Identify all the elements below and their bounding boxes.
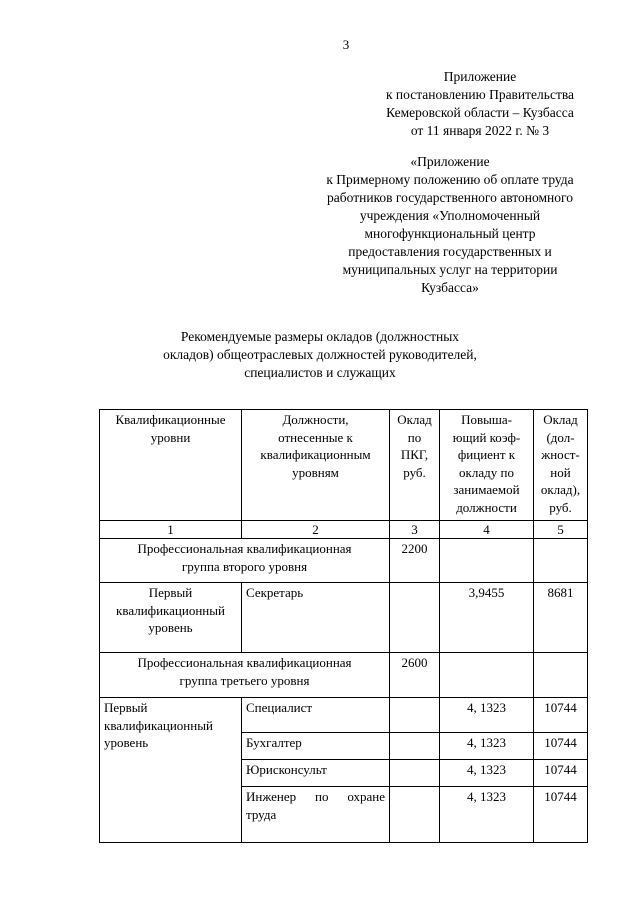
position-name: Специалист	[242, 698, 390, 733]
qualification-level: Первый квалификационный уровень	[100, 698, 242, 843]
empty-cell	[390, 760, 440, 787]
empty-cell	[440, 653, 534, 698]
empty-cell	[390, 698, 440, 733]
empty-cell	[390, 583, 440, 653]
column-number: 4	[440, 521, 534, 539]
appendix-inner-block	[300, 153, 600, 297]
table-row	[100, 698, 588, 733]
appendix-inner-line: работников государственного автономного	[327, 190, 573, 205]
position-name: Секретарь	[242, 583, 390, 653]
appendix-inner-line: «Приложение	[410, 154, 490, 169]
table-header-row	[100, 410, 588, 521]
group3-header-row	[100, 653, 588, 698]
appendix-inner-line: муниципальных услуг на территории	[342, 262, 558, 277]
empty-cell	[534, 539, 588, 583]
title-line: Рекомендуемые размеры окладов (должностных	[180, 329, 460, 344]
appendix-inner-line: к Примерному положению об оплате труда	[326, 172, 574, 187]
position-name: Бухгалтер	[242, 733, 390, 760]
appendix-inner-line: учреждения «Уполномоченный	[359, 208, 541, 223]
salary-table	[99, 409, 588, 843]
salary-value: 10744	[534, 733, 588, 760]
coefficient-value: 4, 1323	[440, 698, 534, 733]
appendix-line: к постановлению Правительства	[385, 87, 575, 102]
salary-value: 10744	[534, 698, 588, 733]
position-name: Инженер по охране труда	[242, 787, 390, 843]
column-number-row	[100, 521, 588, 539]
column-number: 3	[390, 521, 440, 539]
position-name: Юрисконсульт	[242, 760, 390, 787]
coefficient-value: 3,9455	[440, 583, 534, 653]
coefficient-value: 4, 1323	[440, 733, 534, 760]
coefficient-value: 4, 1323	[440, 760, 534, 787]
header-positions: Должности, отнесенные к квалификационным уровням	[242, 410, 390, 521]
header-salary: Оклад (дол- жност- ной оклад), руб.	[534, 410, 588, 521]
group3-pkg-salary: 2600	[390, 653, 440, 698]
qualification-level: Первый квалификационный уровень	[100, 583, 242, 653]
appendix-line: Кемеровской области – Кузбасса	[386, 105, 574, 120]
appendix-block	[360, 68, 600, 140]
table-row	[100, 583, 588, 653]
appendix-inner-line: Кузбасса»	[421, 280, 479, 295]
appendix-inner-line: предоставления государственных и	[348, 244, 552, 259]
empty-cell	[390, 733, 440, 760]
column-number: 2	[242, 521, 390, 539]
column-number: 1	[100, 521, 242, 539]
column-number: 5	[534, 521, 588, 539]
title-line: специалистов и служащих	[244, 365, 396, 380]
coefficient-value: 4, 1323	[440, 787, 534, 843]
header-qualification-levels: Квалификационные уровни	[100, 410, 242, 521]
group2-header-row	[100, 539, 588, 583]
appendix-inner-line: многофункциональный центр	[364, 226, 536, 241]
header-coefficient: Повыша- ющий коэф- фициент к окладу по занимаемой должности	[440, 410, 534, 521]
group2-title: Профессиональная квалификационная группа второго уровня	[100, 539, 390, 583]
group2-pkg-salary: 2200	[390, 539, 440, 583]
header-pkg-salary: Оклад по ПКГ, руб.	[390, 410, 440, 521]
empty-cell	[534, 653, 588, 698]
salary-value: 10744	[534, 760, 588, 787]
salary-value: 10744	[534, 787, 588, 843]
document-title	[140, 328, 500, 382]
appendix-line: от 11 января 2022 г. № 3	[410, 123, 550, 138]
title-line: окладов) общеотраслевых должностей руководителей,	[163, 347, 477, 362]
group3-title: Профессиональная квалификационная группа третьего уровня	[100, 653, 390, 698]
empty-cell	[390, 787, 440, 843]
appendix-line: Приложение	[443, 69, 517, 84]
empty-cell	[440, 539, 534, 583]
page-number: 3	[342, 37, 350, 52]
salary-value: 8681	[534, 583, 588, 653]
